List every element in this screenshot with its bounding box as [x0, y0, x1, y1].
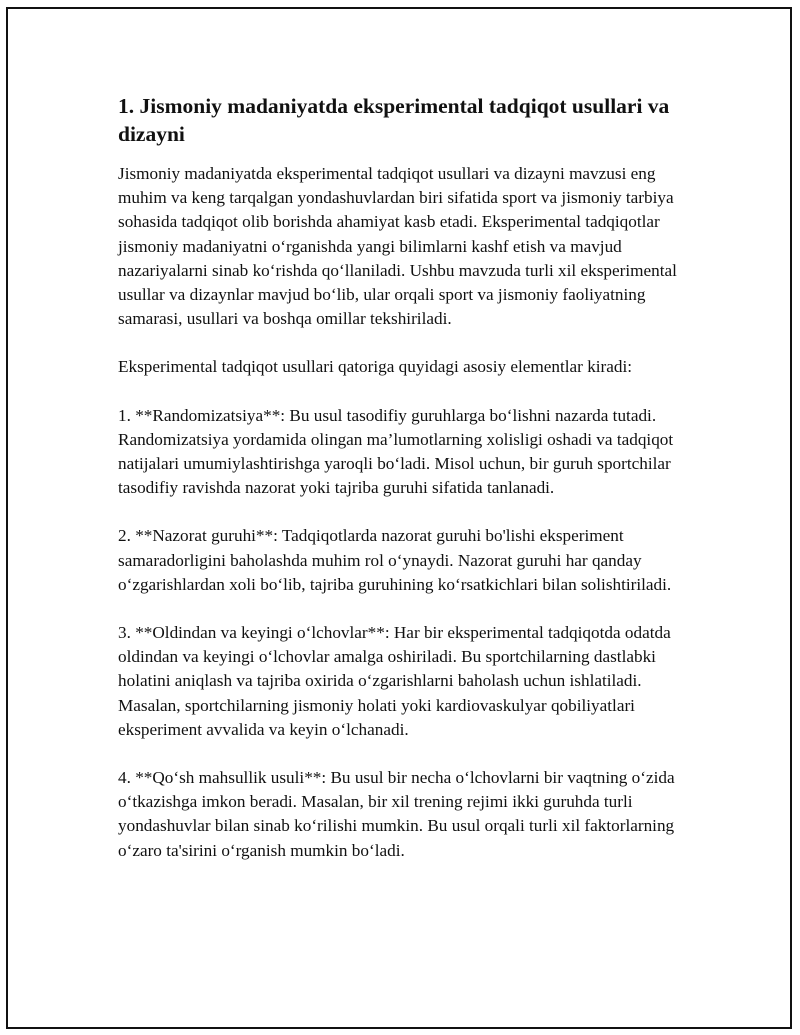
control-group-paragraph: 2. **Nazorat guruhi**: Tadqiqotlarda nazorat guruhi bo'lishi eksperiment samaradorligini baholashda muhim rol o‘ynaydi. Nazorat guruhi har qanday o‘zgarishlardan xoli bo‘lib, tajriba guruhining ko‘rsatkichlari bilan solishtiriladi. [118, 526, 672, 594]
intro-paragraph: Jismoniy madaniyatda eksperimental tadqiqot usullari va dizayni mavzusi eng muhim va keng tarqalgan yondashuvlardan biri sifatida sport va jismoniy tarbiya sohasida tadqiqot olib borishda ahamiyat kasb etadi. Eksperimental tadqiqotlar jismoniy madaniyatni o‘rganishda yangi bilimlarni kashf etish va mavjud nazariyalarni sinab ko‘rishda qo‘llaniladi. Ushbu mavzuda turli xil eksperimental usullar va dizaynlar mavjud bo‘lib, ular orqali sport va jismoniy faoliyatning samarasi, usullari va boshqa omillar tekshiriladi. [118, 164, 677, 329]
methods-lead-paragraph: Eksperimental tadqiqot usullari qatoriga quyidagi asosiy elementlar kiradi: [118, 357, 633, 377]
document-body [118, 92, 688, 887]
section-heading: 1. Jismoniy madaniyatda eksperimental tadqiqot usullari va dizayni [118, 94, 670, 146]
randomization-paragraph: 1. **Randomizatsiya**: Bu usul tasodifiy guruhlarga bo‘lishni nazarda tutadi. Randomizatsiya yordamida olingan ma’lumotlarning xolisligi oshadi va tadqiqot natijalari umumiylashtirishga yaroqli bo‘ladi. Misol uchun, bir guruh sportchilar tasodifiy ravishda nazorat yoki tajriba guruhi sifatida tanlanadi. [118, 405, 674, 498]
pre-post-measurement-paragraph: 3. **Oldindan va keyingi o‘lchovlar**: Har bir eksperimental tadqiqotda odatda oldindan va keyingi o‘lchovlar amalga oshiriladi. Bu sportchilarning dastlabki holatini aniqlash va tajriba oxirida o‘zgarishlarni baholash uchun ishlatiladi. Masalan, sportchilarning jismoniy holati yoki kardiovaskulyar qobiliyatlari eksperiment avvalida va keyin o‘lchanadi. [118, 623, 671, 739]
factorial-method-paragraph: 4. **Qo‘sh mahsullik usuli**: Bu usul bir necha o‘lchovlarni bir vaqtning o‘zida o‘tkazishga imkon beradi. Masalan, bir xil trening rejimi ikki guruhda turli yondashuvlar bilan sinab ko‘rilishi mumkin. Bu usul orqali turli xil faktorlarning o‘zaro ta'sirini o‘rganish mumkin bo‘ladi. [118, 768, 675, 860]
